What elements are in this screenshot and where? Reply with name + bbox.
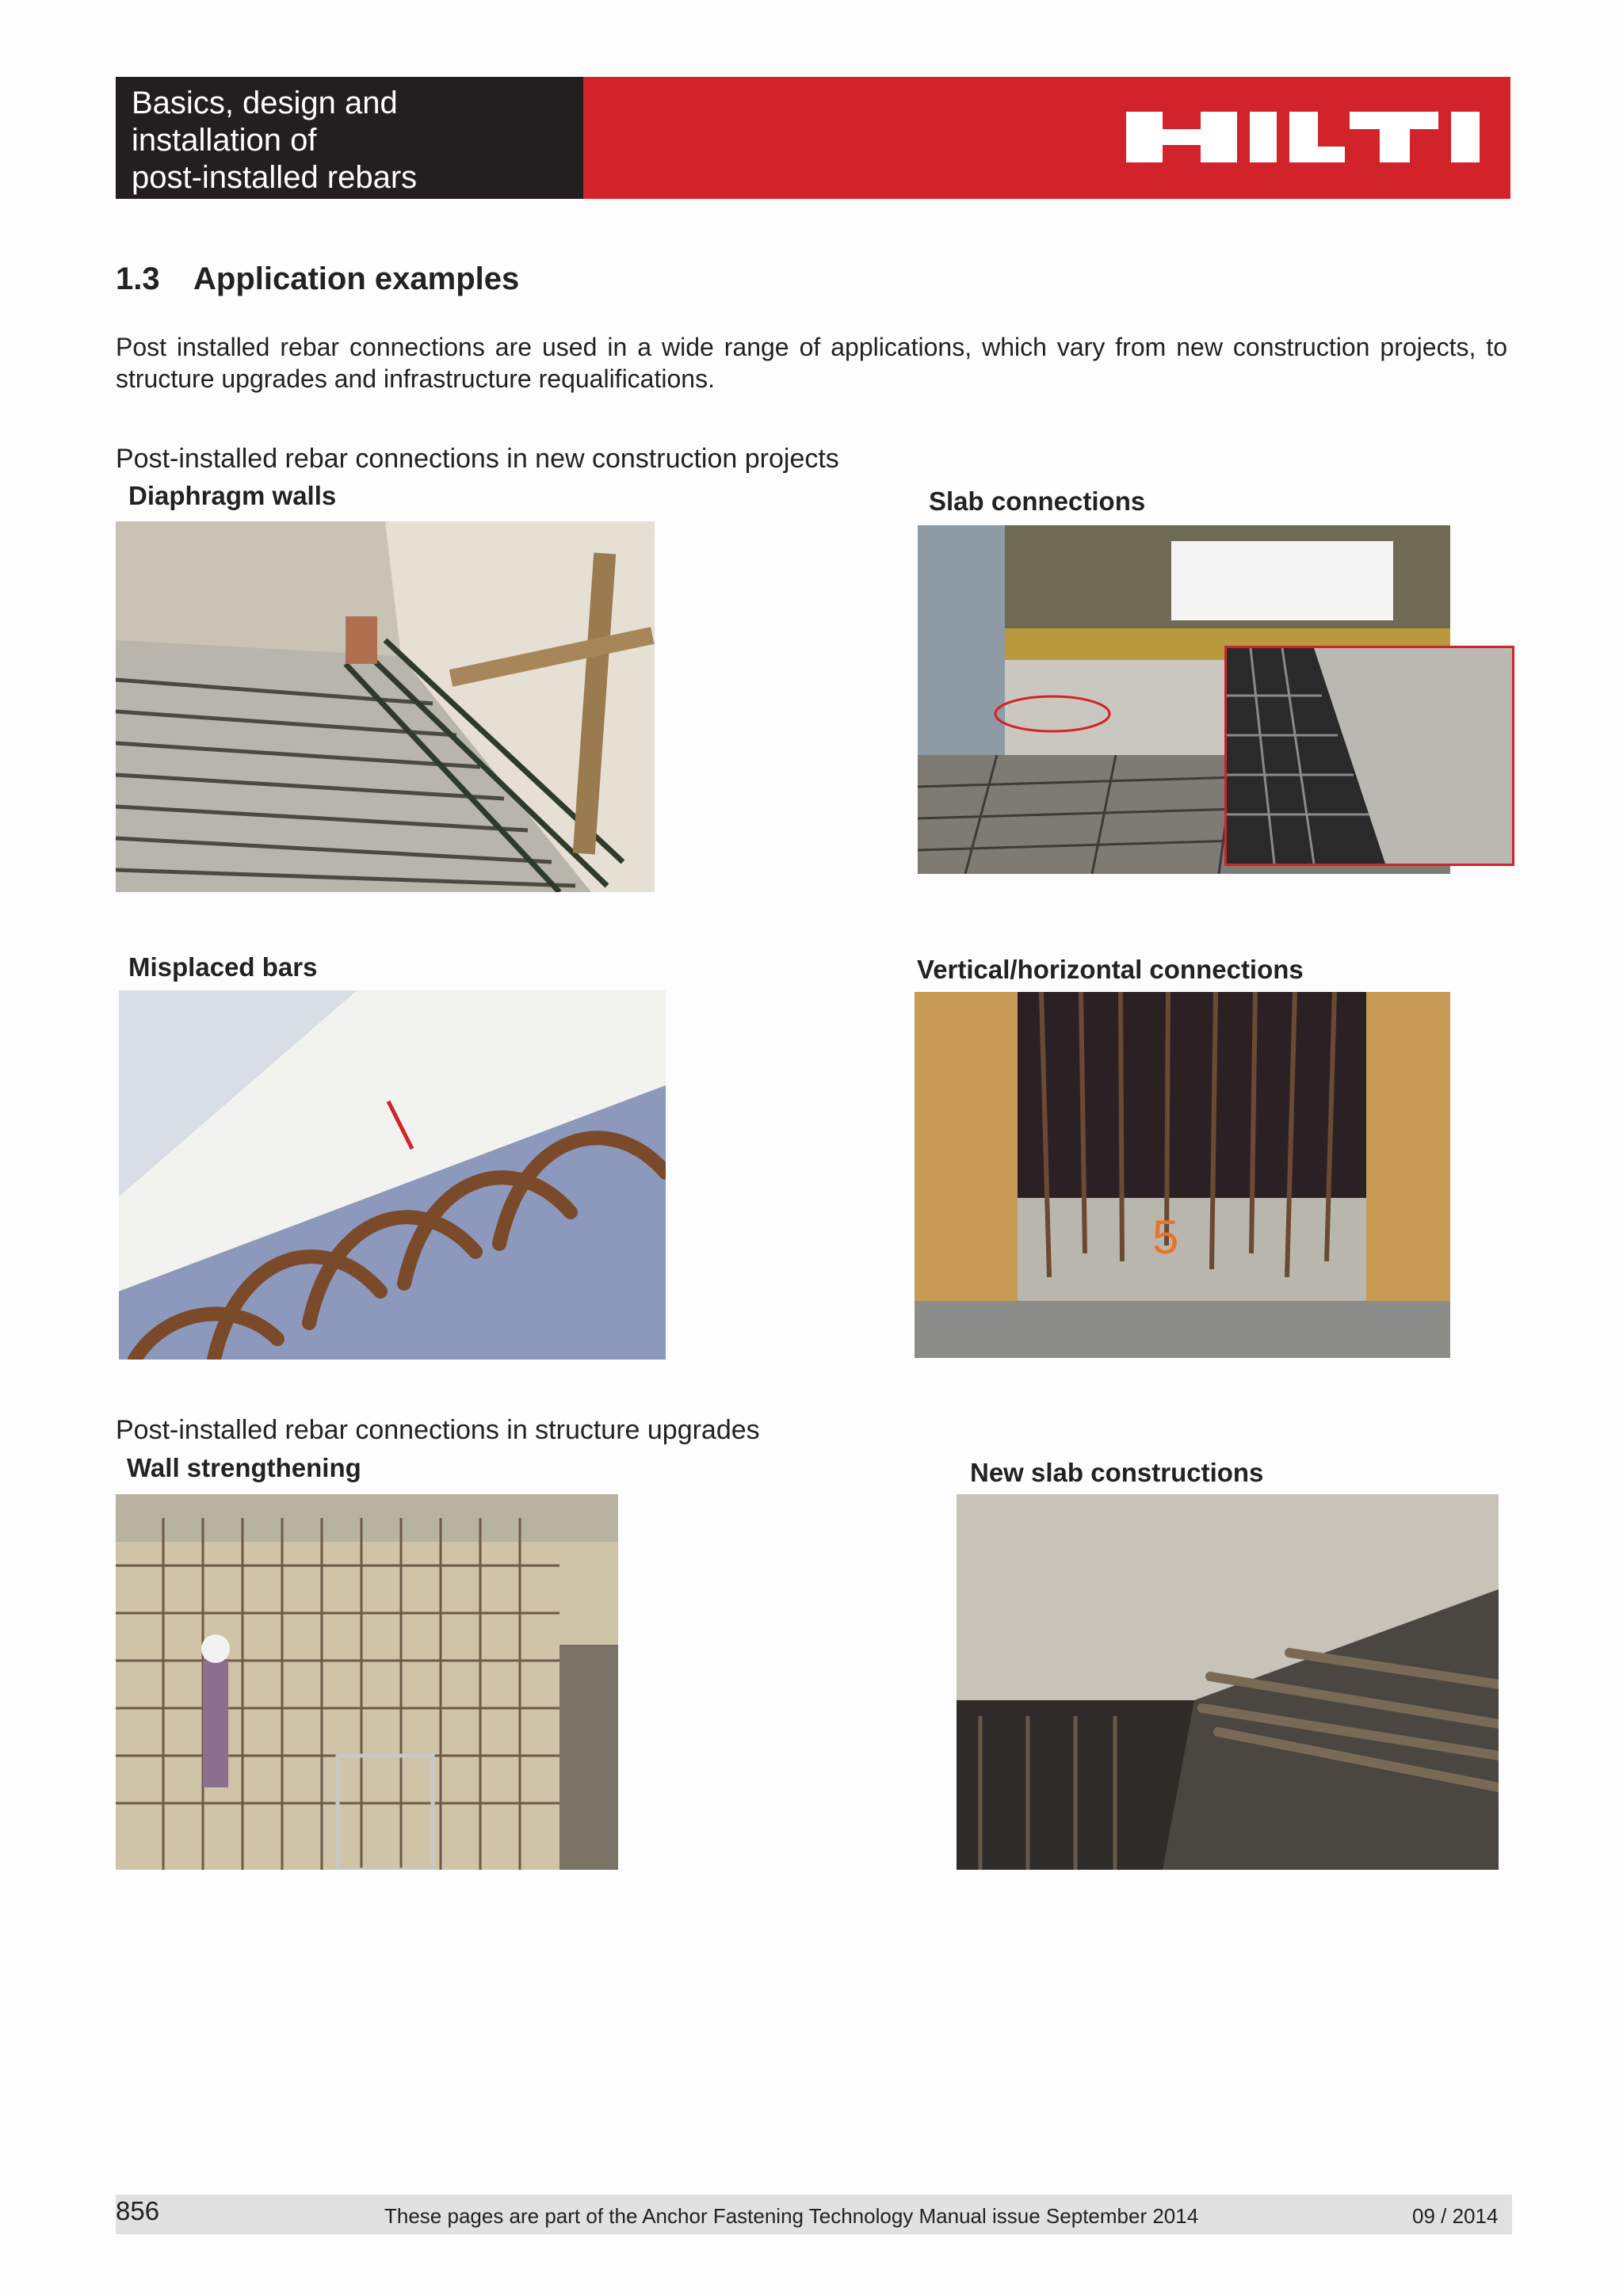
footer-date: 09 / 2014 (1412, 2204, 1499, 2228)
caption-new-slab-constructions: New slab constructions (970, 1458, 1264, 1487)
section-title (116, 261, 519, 297)
footer-note: These pages are part of the Anchor Fastening Technology Manual issue September 2014 (384, 2204, 1199, 2228)
photo-diaphragm-walls (116, 521, 655, 892)
svg-text:5: 5 (1152, 1211, 1179, 1264)
group-heading-new-construction: Post-installed rebar connections in new construction projects (116, 444, 839, 474)
photo-vertical-horizontal-connections (915, 992, 1450, 1358)
page-number: 856 (116, 2196, 160, 2225)
photo-new-slab-constructions (957, 1494, 1499, 1870)
header-title-line-2: installation of (132, 123, 317, 158)
caption-wall-strengthening: Wall strengthening (127, 1453, 361, 1482)
group-heading-structure-upgrades: Post-installed rebar connections in structure upgrades (116, 1415, 760, 1445)
intro-paragraph: Post installed rebar connections are used in a wide range of applications, which vary from new construction projects, to structure upgrades and infrastructure requalifications. (116, 333, 1507, 393)
caption-slab-connections: Slab connections (929, 486, 1146, 516)
header-title-block (116, 77, 583, 199)
section-number: 1.3 (116, 261, 160, 296)
photo-misplaced-bars (119, 990, 666, 1360)
section-title-text: Application examples (193, 261, 520, 296)
header-title-line-1: Basics, design and (132, 86, 398, 120)
photo-slab-connections-inset (1224, 646, 1514, 866)
hilti-logo (1126, 112, 1483, 162)
caption-misplaced-bars: Misplaced bars (128, 952, 318, 982)
photo-wall-strengthening (116, 1494, 618, 1870)
header-brand-bar (583, 77, 1510, 199)
header-title-line-3: post-installed rebars (132, 160, 418, 195)
caption-diaphragm-walls: Diaphragm walls (128, 481, 337, 510)
caption-vertical-horizontal-connections: Vertical/horizontal connections (917, 955, 1304, 984)
